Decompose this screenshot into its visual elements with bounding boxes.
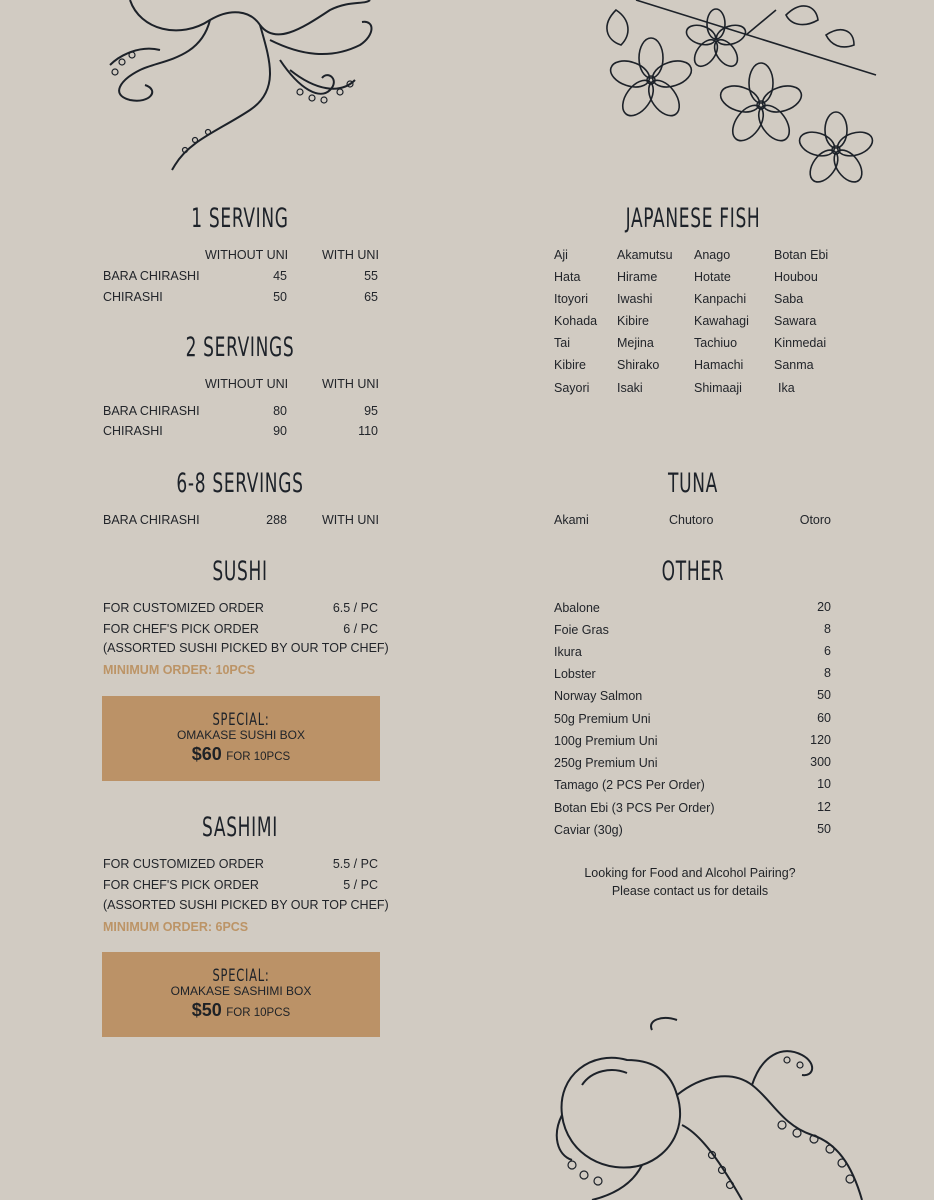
fish-item: Sayori [554, 381, 590, 395]
sashimi-special-box [102, 952, 380, 1037]
other-item-name: Abalone [554, 601, 600, 615]
sashimi-minimum-order: MINIMUM ORDER: 6PCS [103, 920, 249, 934]
special-per: FOR 10PCS [226, 1007, 291, 1019]
two-servings-col-with-uni: WITH UNI [322, 377, 379, 391]
fish-item: Kohada [554, 314, 598, 328]
special-price: $50 [191, 1000, 222, 1020]
tuna-item: Akami [554, 513, 589, 527]
octopus-illustration-bottom [552, 1015, 882, 1200]
fish-item: Kinmedai [774, 336, 827, 350]
other-item-price: 120 [810, 733, 831, 747]
fish-item: Houbou [774, 270, 818, 284]
menu-item-price: 80 [273, 404, 287, 418]
other-item-price: 8 [824, 622, 831, 636]
sashimi-custom-label: FOR CUSTOMIZED ORDER [103, 857, 264, 871]
other-item-name: 250g Premium Uni [554, 756, 658, 770]
octopus-illustration-top [100, 0, 380, 172]
fish-item: Akamutsu [617, 248, 673, 262]
one-serving-heading: 1 SERVING [191, 203, 289, 234]
tuna-heading: TUNA [668, 468, 718, 499]
one-serving-col-without-uni: WITHOUT UNI [205, 248, 289, 262]
other-item-name: Lobster [554, 667, 596, 681]
other-item-name: Norway Salmon [554, 689, 643, 703]
menu-item-name: BARA CHIRASHI [103, 404, 200, 418]
sashimi-custom-price: 5.5 / PC [332, 857, 378, 871]
fish-item: Hata [554, 270, 581, 284]
menu-item-name: BARA CHIRASHI [103, 513, 200, 527]
cherry-blossom-illustration [596, 0, 886, 190]
menu-item-price: 95 [364, 404, 378, 418]
other-item-price: 6 [824, 644, 831, 658]
special-per: FOR 10PCS [226, 751, 291, 763]
fish-item: Iwashi [617, 292, 653, 306]
fish-item: Mejina [617, 336, 654, 350]
pairing-line-2: Please contact us for details [611, 884, 769, 898]
other-item-price: 10 [817, 777, 831, 791]
fish-item: Isaki [617, 381, 643, 395]
six-eight-servings-heading: 6-8 SERVINGS [176, 468, 304, 499]
menu-item-price: 55 [364, 269, 378, 283]
other-item-name: Caviar (30g) [554, 823, 623, 837]
other-item-name: 100g Premium Uni [554, 734, 658, 748]
sushi-note: (ASSORTED SUSHI PICKED BY OUR TOP CHEF) [103, 641, 389, 655]
fish-item: Tai [554, 336, 570, 350]
sashimi-note: (ASSORTED SUSHI PICKED BY OUR TOP CHEF) [103, 898, 389, 912]
fish-item: Tachiuo [694, 336, 738, 350]
sushi-special-box [102, 696, 380, 781]
two-servings-heading: 2 SERVINGS [185, 332, 295, 363]
other-item-price: 50 [817, 688, 831, 702]
sushi-custom-price: 6.5 / PC [332, 601, 378, 615]
other-item-price: 60 [817, 711, 831, 725]
menu-item-price: 65 [364, 290, 378, 304]
one-serving-col-with-uni: WITH UNI [322, 248, 379, 262]
fish-item: Itoyori [554, 292, 589, 306]
sashimi-heading: SASHIMI [202, 812, 278, 843]
sushi-minimum-order: MINIMUM ORDER: 10PCS [103, 663, 256, 677]
menu-item-price: 288 [266, 513, 287, 527]
fish-item: Hamachi [694, 358, 744, 372]
two-servings-col-without-uni: WITHOUT UNI [205, 377, 289, 391]
menu-item-price: 90 [273, 424, 287, 438]
other-item-name: Tamago (2 PCS Per Order) [554, 778, 705, 792]
fish-item: Saba [774, 292, 804, 306]
other-item-price: 20 [817, 600, 831, 614]
sashimi-chef-price: 5 / PC [343, 878, 378, 892]
menu-item-name: CHIRASHI [103, 290, 163, 304]
other-item-name: Ikura [554, 645, 582, 659]
fish-item: Hotate [694, 270, 731, 284]
menu-item-price: 50 [273, 290, 287, 304]
other-heading: OTHER [661, 556, 725, 587]
menu-item-note: WITH UNI [322, 513, 379, 527]
other-item-name: 50g Premium Uni [554, 712, 651, 726]
special-price: $60 [191, 744, 222, 764]
fish-item: Kanpachi [694, 292, 747, 306]
fish-item: Ika [778, 381, 795, 395]
other-item-price: 300 [810, 755, 831, 769]
other-item-name: Botan Ebi (3 PCS Per Order) [554, 801, 715, 815]
sushi-heading: SUSHI [212, 556, 268, 587]
special-label: SPECIAL: [212, 710, 270, 730]
fish-item: Hirame [617, 270, 658, 284]
other-item-price: 12 [817, 800, 831, 814]
special-name: OMAKASE SASHIMI BOX [170, 984, 312, 998]
sushi-chef-price: 6 / PC [343, 622, 378, 636]
fish-item: Kibire [617, 314, 649, 328]
fish-item: Botan Ebi [774, 248, 829, 262]
menu-item-price: 110 [358, 424, 378, 438]
fish-item: Anago [694, 248, 731, 262]
sashimi-chef-label: FOR CHEF'S PICK ORDER [103, 878, 259, 892]
other-item-price: 50 [817, 822, 831, 836]
fish-item: Shirako [617, 358, 660, 372]
japanese-fish-heading: JAPANESE FISH [625, 203, 761, 234]
fish-item: Sawara [774, 314, 817, 328]
fish-item: Aji [554, 248, 568, 262]
menu-item-name: CHIRASHI [103, 424, 163, 438]
other-item-price: 8 [824, 666, 831, 680]
special-label: SPECIAL: [212, 966, 270, 986]
tuna-item: Chutoro [669, 513, 714, 527]
sushi-custom-label: FOR CUSTOMIZED ORDER [103, 601, 264, 615]
other-item-name: Foie Gras [554, 623, 609, 637]
fish-item: Sanma [774, 358, 814, 372]
fish-item: Kawahagi [694, 314, 749, 328]
sushi-chef-label: FOR CHEF'S PICK ORDER [103, 622, 259, 636]
pairing-line-1: Looking for Food and Alcohol Pairing? [584, 866, 796, 880]
tuna-item: Otoro [799, 513, 831, 527]
fish-item: Kibire [554, 358, 586, 372]
special-name: OMAKASE SUSHI BOX [176, 728, 306, 742]
fish-item: Shimaaji [694, 381, 742, 395]
menu-item-name: BARA CHIRASHI [103, 269, 200, 283]
menu-item-price: 45 [273, 269, 287, 283]
